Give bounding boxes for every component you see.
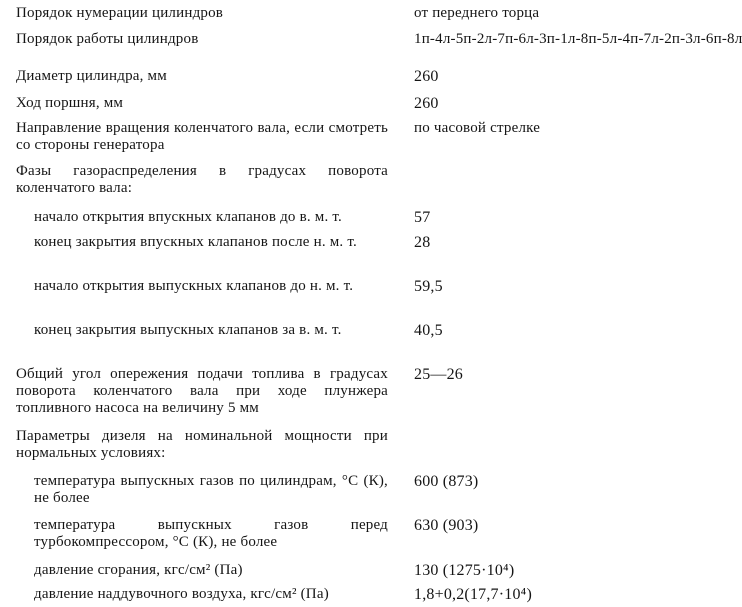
spec-label: Диаметр цилиндра, мм [16,68,167,84]
spec-label: конец закрытия впускных клапанов после н. м. т. [34,234,357,250]
spec-label: давление сгорания, кгс/см² (Па) [34,562,243,578]
spec-label: начало открытия выпускных клапанов до н. м. т. [34,278,354,294]
spec-value: по часовой стрелке [414,120,541,136]
spec-value: 260 [414,68,439,85]
spec-value: 59,5 [414,278,443,295]
spec-label: давление наддувочного воздуха, кгс/см² (Па) [34,586,329,602]
spec-label: Параметры дизеля на номинальной мощности при нормальных условиях: [16,428,388,461]
spec-label: Фазы газораспределения в градусах поворота коленчатого вала: [16,163,388,196]
spec-value: 130 (1275·10⁴) [414,562,515,579]
spec-label: конец закрытия выпускных клапанов за в. м. т. [34,322,342,338]
spec-label: Порядок нумерации цилиндров [16,5,224,21]
spec-value: 57 [414,209,431,226]
spec-value: 40,5 [414,322,443,339]
spec-label: Общий угол опережения подачи топлива в градусах поворота коленчатого вала при ходе плунжера топливного насоса на величину 5 мм [16,366,388,416]
spec-label: начало открытия впускных клапанов до в. м. т. [34,209,342,225]
spec-value: 25—26 [414,366,463,383]
spec-label: Ход поршня, мм [16,95,124,111]
spec-value: 600 (873) [414,473,479,490]
spec-value: 260 [414,95,439,112]
spec-label: Порядок работы цилиндров [16,31,199,47]
spec-label: температура выпускных газов перед турбокомпрессором, °С (К), не более [34,517,388,550]
spec-value: 1п-4л-5п-2л-7п-6л-3п-1л-8п-5л-4п-7л-2п-3л-6п-8л [414,31,742,47]
spec-label: температура выпускных газов по цилиндрам, °С (К), не более [34,473,388,506]
spec-value: 28 [414,234,431,251]
spec-value: 1,8+0,2(17,7·10⁴) [414,586,532,603]
spec-value: от переднего торца [414,5,540,21]
spec-label: Направление вращения коленчатого вала, если смотреть со стороны генератора [16,120,388,153]
spec-value: 630 (903) [414,517,479,534]
